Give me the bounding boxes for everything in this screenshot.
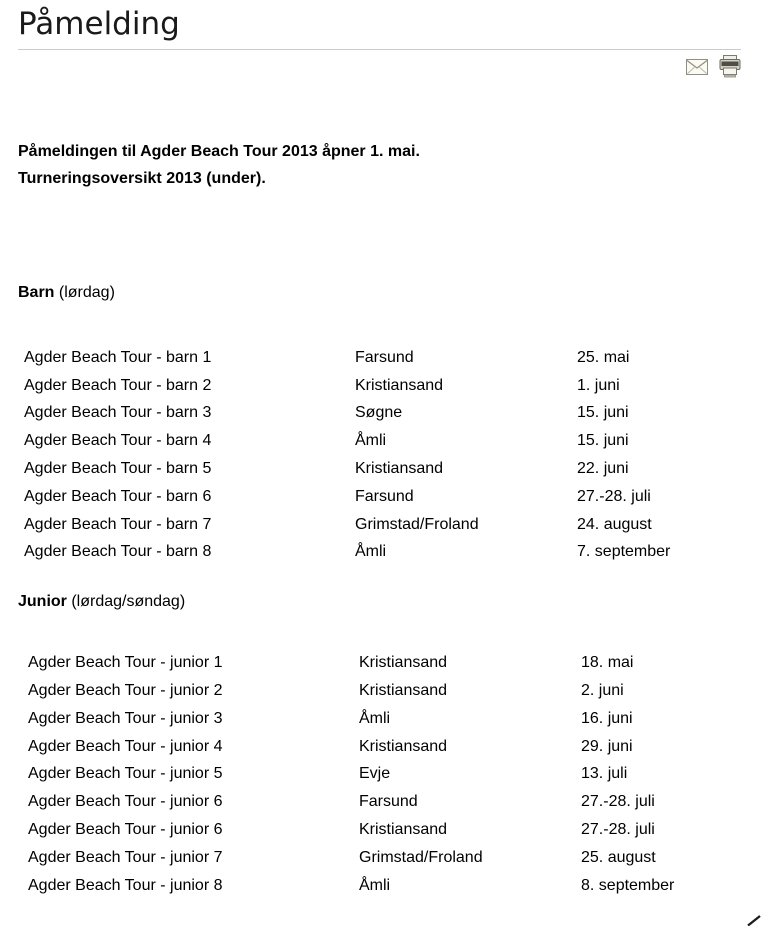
tournament-cell: Agder Beach Tour - junior 6 bbox=[28, 793, 223, 811]
location-cell: Evje bbox=[359, 765, 391, 783]
tournament-cell: Agder Beach Tour - barn 1 bbox=[24, 348, 212, 366]
location-cell: Grimstad/Froland bbox=[355, 515, 479, 533]
intro-line-1: Påmeldingen til Agder Beach Tour 2013 åpner 1. mai. bbox=[18, 143, 420, 160]
section-heading-barn-suffix: (lørdag) bbox=[54, 284, 115, 301]
location-cell: Kristiansand bbox=[359, 682, 448, 700]
junior-tournament-table bbox=[28, 649, 674, 899]
section-heading-junior-suffix: (lørdag/søndag) bbox=[66, 593, 186, 611]
date-cell: 24. august bbox=[577, 515, 652, 533]
location-cell: Kristiansand bbox=[359, 737, 448, 755]
tournament-cell: Agder Beach Tour - junior 6 bbox=[28, 821, 223, 839]
date-cell: 25. august bbox=[581, 848, 656, 866]
location-cell: Kristiansand bbox=[359, 654, 448, 672]
location-cell: Grimstad/Froland bbox=[359, 848, 483, 866]
date-cell: 18. mai bbox=[581, 654, 634, 672]
location-cell: Åmli bbox=[355, 543, 387, 561]
date-cell: 16. juni bbox=[581, 709, 633, 727]
table-row bbox=[28, 788, 674, 816]
page-title: Påmelding bbox=[18, 6, 180, 42]
table-row bbox=[24, 400, 670, 428]
location-cell: Kristiansand bbox=[355, 376, 444, 394]
tournament-cell: Agder Beach Tour - junior 7 bbox=[28, 848, 223, 866]
section-heading-junior-label: Junior bbox=[18, 593, 67, 611]
tournament-cell: Agder Beach Tour - junior 3 bbox=[28, 709, 223, 727]
tournament-cell: Agder Beach Tour - barn 8 bbox=[24, 543, 212, 561]
date-cell: 7. september bbox=[577, 543, 671, 561]
date-cell: 15. juni bbox=[577, 432, 629, 450]
location-cell: Åmli bbox=[359, 709, 391, 727]
date-cell: 27.-28. juli bbox=[577, 487, 651, 505]
tournament-cell: Agder Beach Tour - junior 5 bbox=[28, 765, 223, 783]
table-row bbox=[28, 677, 674, 705]
table-row bbox=[24, 483, 670, 511]
tournament-cell: Agder Beach Tour - barn 6 bbox=[24, 487, 212, 505]
section-heading-junior bbox=[18, 592, 741, 611]
location-cell: Farsund bbox=[355, 348, 414, 366]
tournament-cell: Agder Beach Tour - barn 5 bbox=[24, 460, 212, 478]
date-cell: 25. mai bbox=[577, 348, 630, 366]
date-cell: 2. juni bbox=[581, 682, 624, 700]
location-cell: Åmli bbox=[355, 432, 387, 450]
date-cell: 13. juli bbox=[581, 765, 628, 783]
barn-tournament-table bbox=[24, 344, 670, 566]
location-cell: Farsund bbox=[355, 487, 414, 505]
date-cell: 22. juni bbox=[577, 460, 629, 478]
print-icon[interactable] bbox=[719, 55, 741, 78]
section-heading-barn-label: Barn bbox=[18, 284, 55, 301]
location-cell: Søgne bbox=[355, 404, 403, 422]
date-cell: 27.-28. juli bbox=[581, 821, 655, 839]
tournament-cell: Agder Beach Tour - junior 2 bbox=[28, 682, 223, 700]
intro-line-2: Turneringsoversikt 2013 (under). bbox=[18, 169, 266, 187]
table-row bbox=[24, 372, 670, 400]
tournament-cell: Agder Beach Tour - barn 4 bbox=[24, 432, 212, 450]
section-barn bbox=[18, 283, 741, 566]
date-cell: 27.-28. juli bbox=[581, 793, 655, 811]
table-row bbox=[24, 427, 670, 455]
section-junior bbox=[18, 592, 741, 899]
tournament-cell: Agder Beach Tour - junior 8 bbox=[28, 876, 223, 894]
intro-paragraph bbox=[18, 139, 741, 192]
table-row bbox=[24, 539, 670, 567]
table-row bbox=[28, 816, 674, 844]
tournament-cell: Agder Beach Tour - junior 1 bbox=[28, 654, 223, 672]
location-cell: Kristiansand bbox=[355, 460, 444, 478]
date-cell: 8. september bbox=[581, 876, 675, 894]
table-row bbox=[28, 705, 674, 733]
table-row bbox=[24, 511, 670, 539]
tournament-cell: Agder Beach Tour - barn 7 bbox=[24, 515, 212, 533]
date-cell: 29. juni bbox=[581, 737, 633, 755]
table-row bbox=[28, 733, 674, 761]
table-row bbox=[28, 649, 674, 677]
location-cell: Kristiansand bbox=[359, 821, 448, 839]
date-cell: 1. juni bbox=[577, 376, 620, 394]
location-cell: Farsund bbox=[359, 793, 418, 811]
mouse-cursor bbox=[747, 915, 761, 926]
table-row bbox=[24, 455, 670, 483]
article-toolbar bbox=[18, 55, 741, 78]
date-cell: 15. juni bbox=[577, 404, 629, 422]
tournament-cell: Agder Beach Tour - junior 4 bbox=[28, 737, 223, 755]
location-cell: Åmli bbox=[359, 876, 391, 894]
table-row bbox=[24, 344, 670, 372]
email-icon[interactable] bbox=[686, 59, 708, 75]
tournament-cell: Agder Beach Tour - barn 2 bbox=[24, 376, 212, 394]
table-row bbox=[28, 761, 674, 789]
section-heading-barn bbox=[18, 283, 741, 302]
table-row bbox=[28, 844, 674, 872]
title-divider bbox=[18, 49, 741, 50]
table-row bbox=[28, 872, 674, 900]
tournament-cell: Agder Beach Tour - barn 3 bbox=[24, 404, 212, 422]
